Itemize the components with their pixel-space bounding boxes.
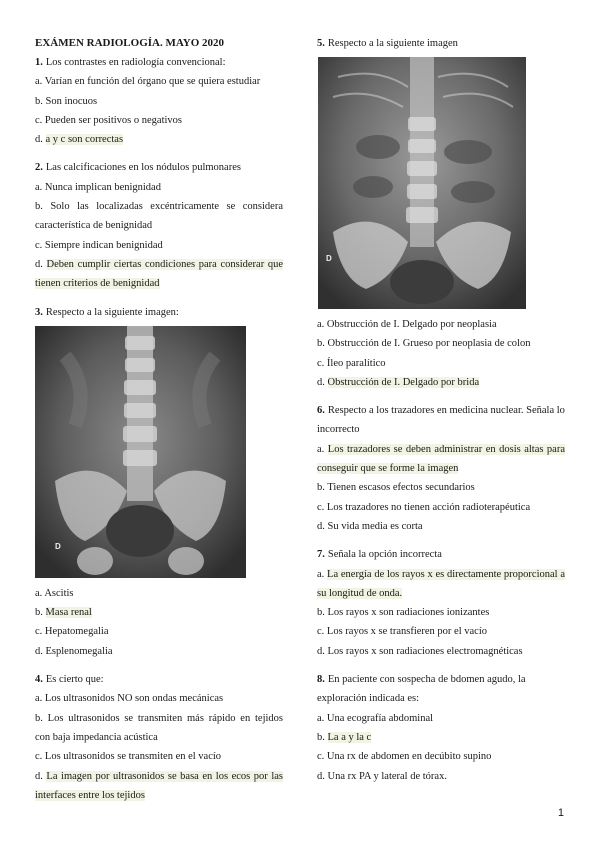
- image-marker: D: [326, 254, 332, 263]
- question-number: 4.: [35, 674, 43, 686]
- exam-title: EXÁMEN RADIOLOGÍA. MAYO 2020: [35, 37, 225, 49]
- option-c: [317, 747, 565, 766]
- option-text-highlighted: Obstrucción de I. Delgado por brida: [327, 376, 480, 388]
- option-letter: a.: [317, 443, 325, 455]
- option-text: Los ultrasonidos se transmiten en el vacío: [44, 751, 222, 763]
- option-d: [317, 373, 565, 392]
- option-letter: a.: [317, 568, 325, 580]
- question-stem: Las calcificaciones en los nódulos pulmonares: [45, 162, 241, 174]
- question-stem: En paciente con sospecha de bdomen agudo, la exploración indicada es:: [317, 674, 526, 705]
- question-number: 6.: [317, 405, 325, 417]
- option-a: [35, 584, 283, 603]
- option-a: [35, 72, 283, 91]
- question-number: 7.: [317, 549, 325, 561]
- option-c: [317, 354, 565, 373]
- option-letter: b.: [35, 201, 43, 213]
- option-text: Los rayos x son radiaciones ionizantes: [327, 607, 490, 619]
- question-stem: Respecto a los trazadores en medicina nuclear. Señala lo incorrecto: [317, 405, 565, 436]
- option-text: Los ultrasonidos NO son ondas mecánicas: [44, 693, 224, 705]
- option-d: [317, 642, 565, 661]
- question-8: [317, 670, 565, 786]
- option-text-highlighted: La energía de los rayos x es directamente proporcional a su longitud de onda.: [317, 568, 565, 599]
- option-text: Hepatomegalia: [44, 626, 109, 638]
- question-number: 1.: [35, 57, 43, 68]
- page-number: 1: [557, 807, 564, 819]
- question-6: [317, 401, 565, 536]
- option-b: [35, 92, 283, 111]
- option-text: Son inocuos: [45, 95, 98, 107]
- option-b: [317, 334, 565, 353]
- option-text: Ascitis: [44, 587, 74, 599]
- option-text-highlighted: La a y la c: [327, 731, 372, 743]
- option-letter: c.: [35, 626, 43, 638]
- abdominal-xray-image: [35, 326, 246, 578]
- option-text: Los rayos x se transfieren por el vacío: [326, 626, 487, 638]
- option-text: Siempre indican benignidad: [44, 239, 163, 251]
- option-text-highlighted: Masa renal: [45, 607, 92, 619]
- option-text: Nunca implican benignidad: [44, 181, 161, 193]
- option-text: Íleo paralítico: [326, 357, 386, 369]
- option-text: Los rayos x son radiaciones electromagnéticas: [327, 645, 523, 657]
- option-text-highlighted: Los trazadores se deben administrar en dosis altas para conseguir que se forme la imagen: [317, 443, 565, 475]
- option-letter: a.: [35, 693, 43, 705]
- option-b: [317, 478, 565, 497]
- left-column: [35, 34, 283, 805]
- option-text: Solo las localizadas excéntricamente se considera característica de benignidad: [35, 201, 284, 232]
- option-letter: a.: [35, 76, 43, 88]
- option-text: Los ultrasonidos se transmiten más rápido en tejidos con baja impedancia acústica: [35, 712, 284, 743]
- option-text-highlighted: Deben cumplir ciertas condiciones para considerar que tienen criterios de benignidad: [35, 258, 283, 290]
- option-b: [35, 603, 283, 622]
- option-text: Una rx PA y lateral de tórax.: [327, 770, 447, 782]
- option-letter: c.: [317, 501, 325, 513]
- option-letter: c.: [317, 751, 325, 763]
- xray-drawing: [35, 326, 246, 578]
- option-c: [317, 498, 565, 517]
- question-4: [35, 670, 283, 805]
- option-letter: c.: [35, 751, 43, 763]
- option-c: [35, 236, 283, 255]
- option-text-highlighted: a y c son correctas: [45, 134, 124, 146]
- option-text: Varían en función del órgano que se quiera estudiar: [44, 76, 261, 88]
- option-letter: b.: [317, 731, 325, 743]
- option-letter: d.: [317, 520, 325, 532]
- option-a: [317, 315, 565, 334]
- option-letter: c.: [317, 626, 325, 638]
- question-number: 8.: [317, 674, 325, 686]
- option-letter: a.: [35, 181, 43, 193]
- option-letter: d.: [317, 645, 325, 657]
- option-letter: b.: [317, 338, 325, 350]
- option-text: Pueden ser positivos o negativos: [44, 114, 182, 126]
- option-d: [35, 767, 283, 806]
- image-marker: D: [55, 541, 61, 551]
- option-text: Obstrucción de I. Delgado por neoplasia: [326, 319, 497, 330]
- question-1: [35, 53, 283, 149]
- question-stem: Los contrastes en radiología convencional:: [45, 57, 226, 68]
- option-text: Tienen escasos efectos secundarios: [327, 482, 475, 494]
- option-text: Los trazadores no tienen acción radioterapéutica: [326, 501, 531, 513]
- option-letter: b.: [35, 607, 43, 619]
- option-b: [317, 728, 565, 747]
- option-b: [35, 709, 283, 748]
- question-number: 2.: [35, 162, 43, 174]
- option-letter: d.: [35, 645, 43, 657]
- option-letter: d.: [35, 134, 43, 146]
- question-3: [35, 303, 283, 661]
- option-letter: d.: [317, 376, 325, 388]
- option-text: Una rx de abdomen en decúbito supino: [326, 751, 492, 763]
- option-c: [35, 747, 283, 766]
- option-a: [317, 565, 565, 604]
- option-letter: c.: [35, 239, 43, 251]
- option-b: [317, 603, 565, 622]
- option-letter: d.: [35, 770, 43, 782]
- option-d: [35, 130, 283, 149]
- option-letter: c.: [317, 357, 325, 369]
- abdominal-xray-image: [318, 57, 526, 309]
- option-letter: b.: [35, 712, 43, 724]
- option-a: [35, 178, 283, 197]
- option-letter: a.: [317, 712, 325, 724]
- question-5: [317, 34, 565, 392]
- question-stem: Señala la opción incorrecta: [327, 549, 442, 561]
- option-letter: b.: [317, 607, 325, 619]
- option-c: [35, 622, 283, 641]
- option-letter: a.: [35, 587, 43, 599]
- question-number: 3.: [35, 306, 43, 318]
- option-letter: b.: [317, 482, 325, 494]
- option-a: [317, 709, 565, 728]
- option-d: [35, 255, 283, 294]
- right-column: [317, 34, 565, 786]
- option-text: Su vida media es corta: [327, 520, 423, 532]
- option-d: [35, 642, 283, 661]
- option-letter: b.: [35, 95, 43, 107]
- xray-drawing: [318, 57, 526, 309]
- question-7: [317, 545, 565, 661]
- option-text: Una ecografía abdominal: [326, 712, 434, 724]
- option-text: Esplenomegalia: [45, 645, 113, 657]
- question-number: 5.: [317, 38, 325, 49]
- option-a: [317, 440, 565, 479]
- question-stem: Es cierto que:: [45, 674, 104, 686]
- option-letter: d.: [317, 770, 325, 782]
- question-stem: Respecto a la siguiente imagen: [327, 38, 458, 49]
- option-d: [317, 767, 565, 786]
- option-d: [317, 517, 565, 536]
- question-stem: Respecto a la siguiente imagen:: [45, 306, 179, 318]
- option-letter: c.: [35, 114, 43, 126]
- question-2: [35, 158, 283, 293]
- option-letter: d.: [35, 258, 43, 270]
- option-b: [35, 197, 283, 236]
- option-letter: a.: [317, 319, 325, 330]
- option-c: [317, 622, 565, 641]
- option-a: [35, 689, 283, 708]
- option-text: Obstrucción de I. Grueso por neoplasia de colon: [327, 338, 531, 350]
- option-c: [35, 111, 283, 130]
- option-text-highlighted: La imagen por ultrasonidos se basa en los ecos por las interfaces entre los tejidos: [35, 770, 283, 801]
